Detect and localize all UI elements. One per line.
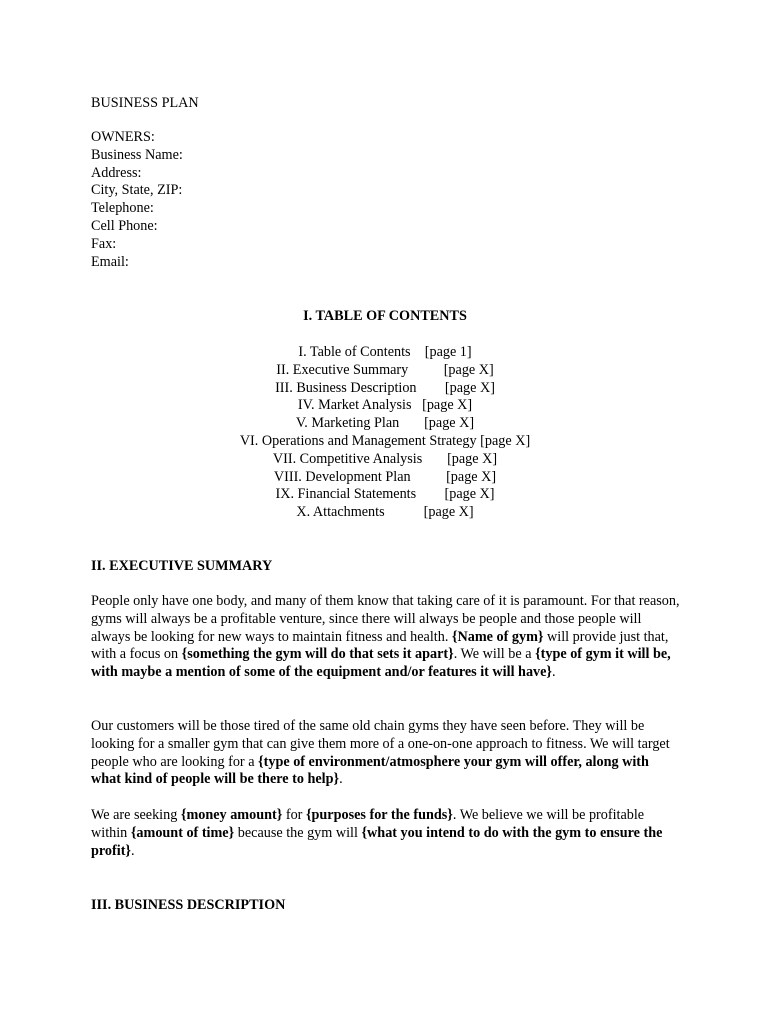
owners-label: OWNERS: xyxy=(91,129,155,145)
toc-heading: I. TABLE OF CONTENTS xyxy=(303,308,467,324)
paragraph-text: People only have one body, and many of them know that taking care of it is paramount. For that reason, gyms will always be a profitable venture, since there will always be people and those people will always be looking for new ways to maintain fitness and health. xyxy=(91,593,680,645)
placeholder-text: {type of environment/atmosphere your gym will offer, along with what kind of people will be there to help} xyxy=(91,753,649,788)
toc-item: X. Attachments [page X] xyxy=(296,504,474,521)
toc-item: VII. Competitive Analysis [page X] xyxy=(272,450,498,467)
owners-block xyxy=(91,129,183,271)
fax-field: Fax: xyxy=(91,235,117,252)
cell-phone-field: Cell Phone: xyxy=(91,217,158,234)
executive-summary-paragraph-2 xyxy=(91,718,681,789)
paragraph-text: We are seeking xyxy=(91,807,181,823)
toc-item: VI. Operations and Management Strategy [page X] xyxy=(239,432,531,449)
paragraph-text: . xyxy=(339,771,343,788)
business-name-field: Business Name: xyxy=(91,146,183,163)
email-field: Email: xyxy=(91,253,129,270)
paragraph-text: because the gym will xyxy=(234,824,362,841)
toc-item: VIII. Development Plan [page X] xyxy=(273,468,497,485)
paragraph-text: . We believe we will be profitable within xyxy=(91,807,645,841)
business-description-heading: III. BUSINESS DESCRIPTION xyxy=(91,897,286,913)
placeholder-text: {amount of time} xyxy=(130,824,235,841)
document-title: BUSINESS PLAN xyxy=(91,95,199,111)
placeholder-text: {money amount} xyxy=(180,807,283,823)
placeholder-text: {Name of gym} xyxy=(451,628,544,645)
table-of-contents xyxy=(0,344,770,522)
paragraph-text: . xyxy=(131,842,135,859)
executive-summary-paragraph-3 xyxy=(91,807,681,860)
paragraph-text: . We will be a xyxy=(453,646,536,663)
paragraph-text: for xyxy=(282,807,306,823)
paragraph-text: will provide just that, with a focus on xyxy=(91,628,669,663)
toc-item: V. Marketing Plan [page X] xyxy=(295,415,475,432)
toc-item: III. Business Description [page X] xyxy=(275,379,495,396)
placeholder-text: {purposes for the funds} xyxy=(305,807,453,823)
telephone-field: Telephone: xyxy=(91,200,154,217)
toc-item: I. Table of Contents [page 1] xyxy=(298,344,472,360)
paragraph-text: . xyxy=(552,664,556,681)
placeholder-text: {something the gym will do that sets it apart} xyxy=(181,646,454,663)
city-state-zip-field: City, State, ZIP: xyxy=(91,182,183,199)
toc-item: IX. Financial Statements [page X] xyxy=(275,486,495,503)
executive-summary-heading: II. EXECUTIVE SUMMARY xyxy=(91,558,273,574)
placeholder-text: {what you intend to do with the gym to ensure the profit} xyxy=(91,824,663,859)
paragraph-text: Our customers will be those tired of the same old chain gyms they have seen before. They will be looking for a smaller gym that can give them more of a one-on-one approach to fitness. We will target people who are looking for a xyxy=(91,718,670,770)
toc-item: IV. Market Analysis [page X] xyxy=(297,397,473,414)
toc-item: II. Executive Summary [page X] xyxy=(276,361,494,378)
placeholder-text: {type of gym it will be, with maybe a mention of some of the equipment and/or features it will have} xyxy=(91,646,671,681)
address-field: Address: xyxy=(91,164,142,181)
executive-summary-paragraph-1 xyxy=(91,593,681,682)
